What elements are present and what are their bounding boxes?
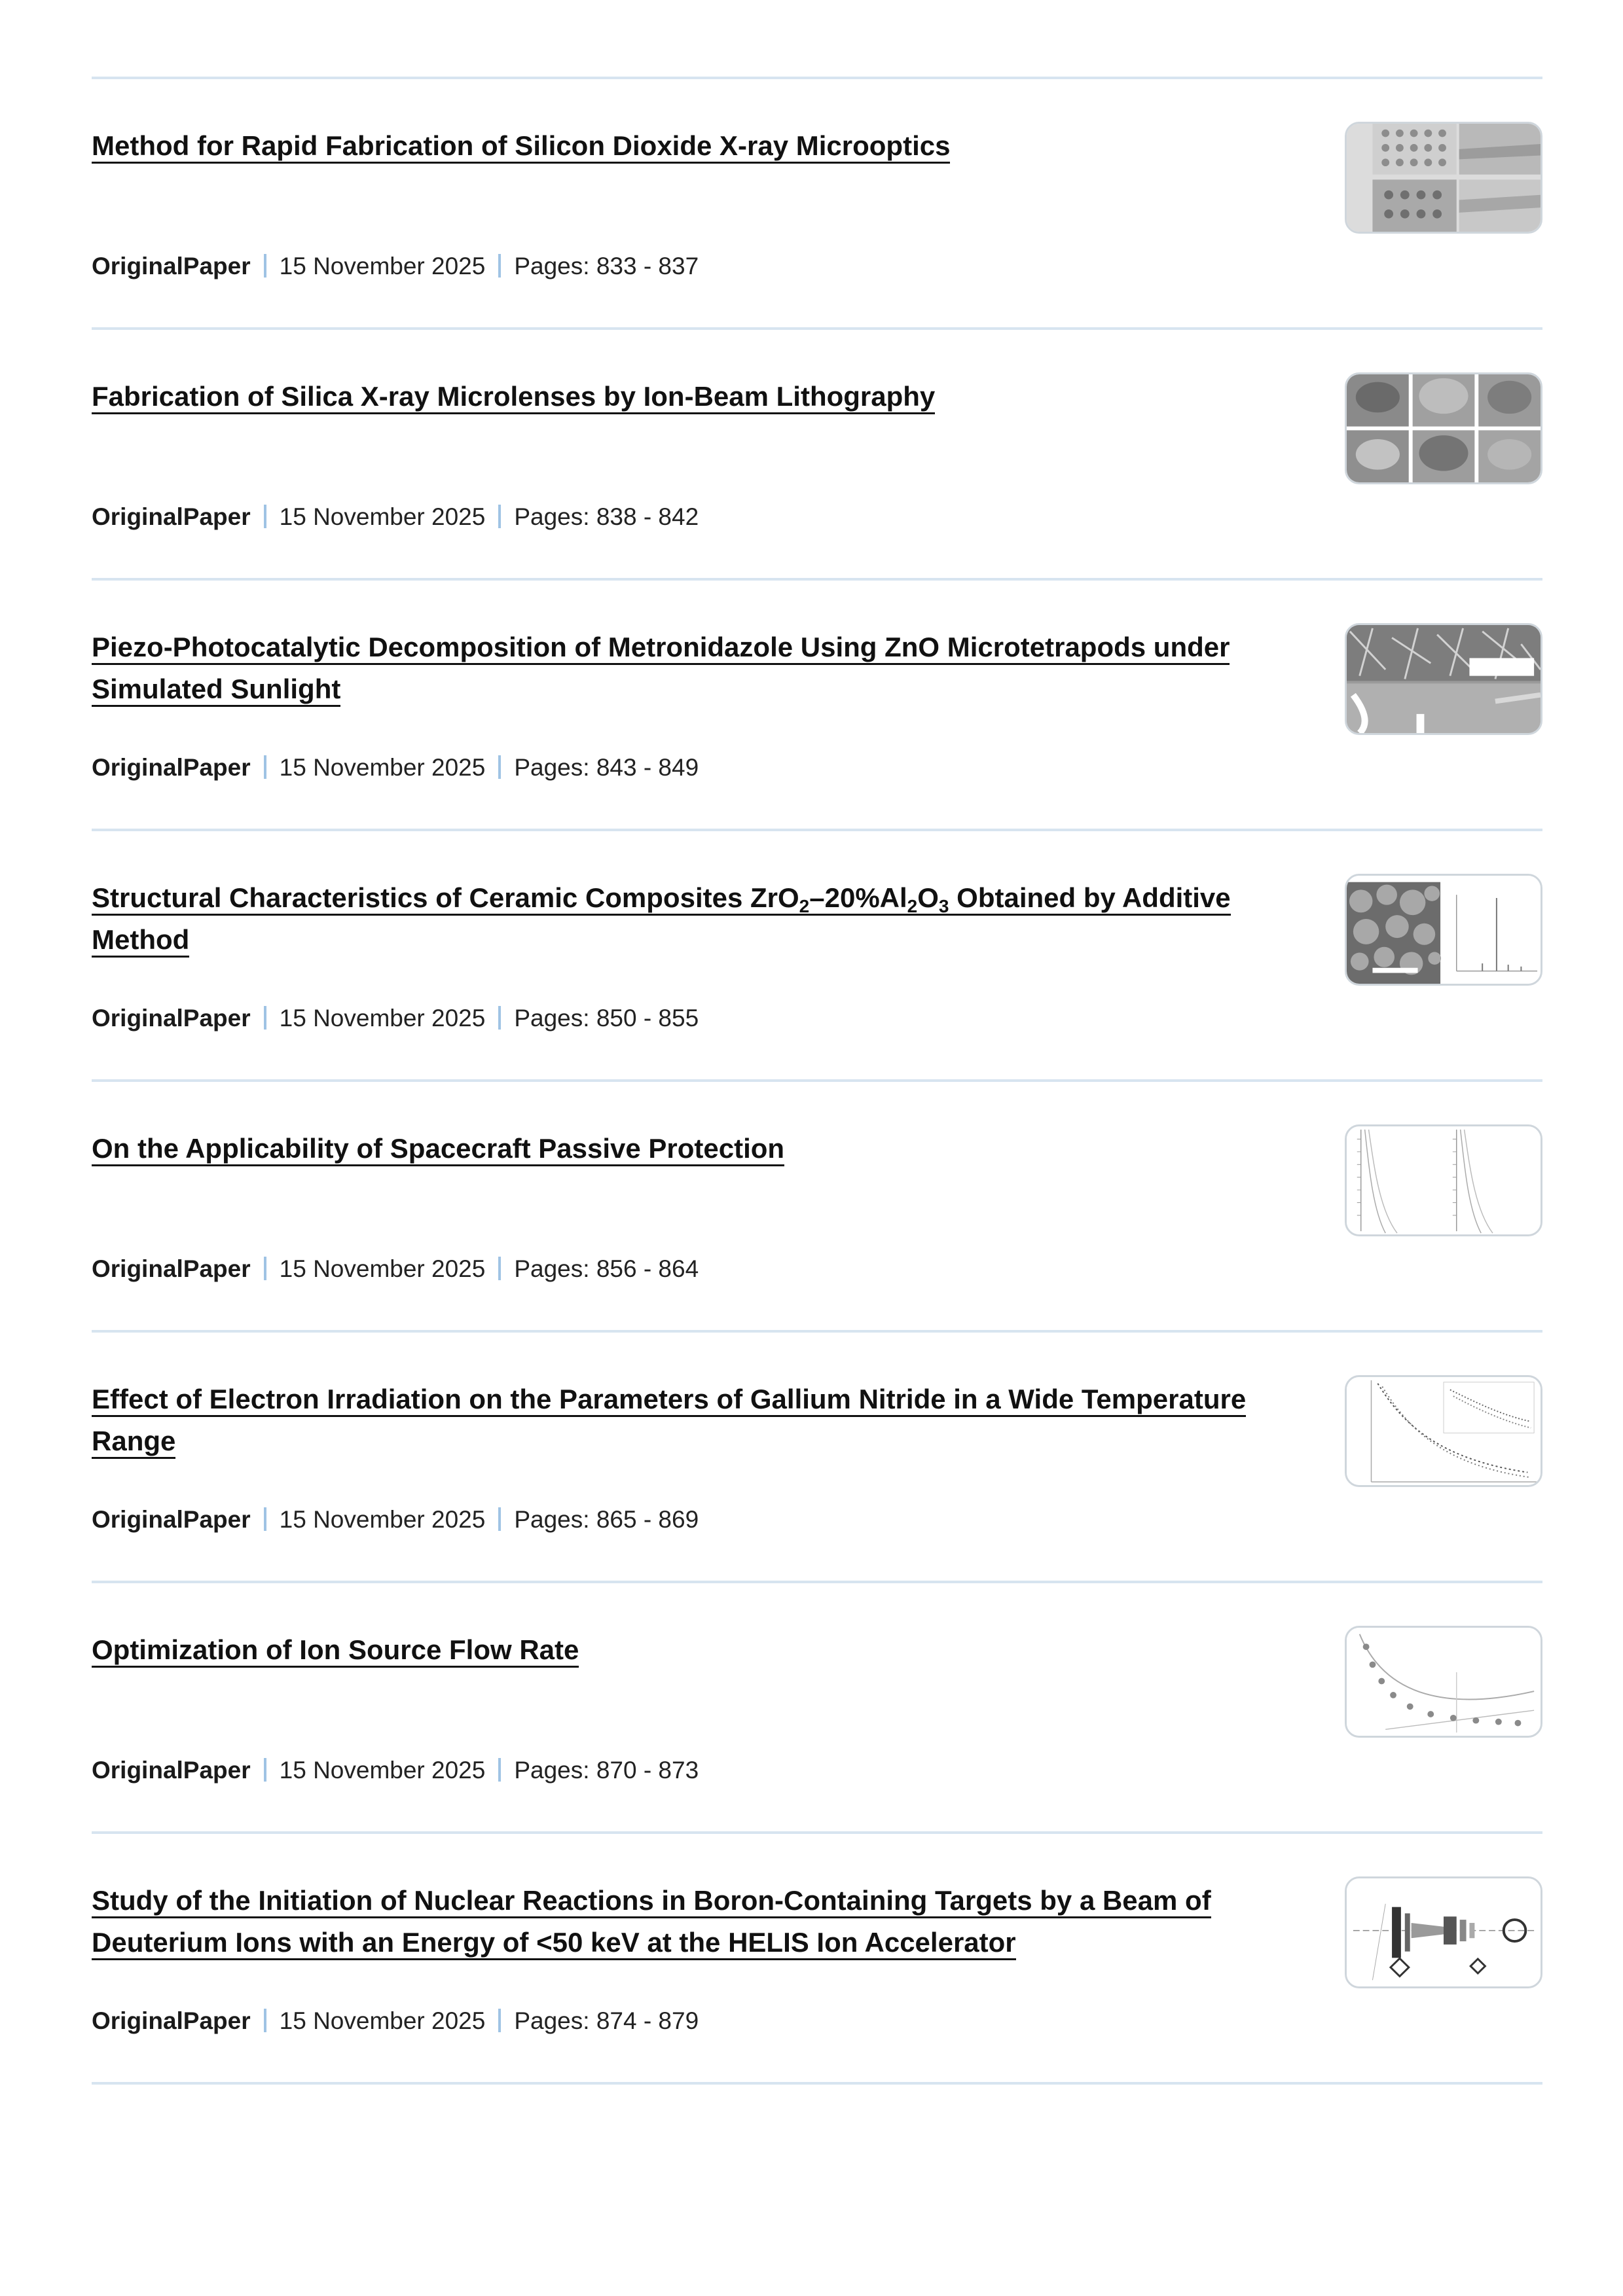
meta-separator xyxy=(264,505,266,528)
article-pages: Pages: 833 - 837 xyxy=(514,253,699,279)
article-item xyxy=(92,1082,1542,1333)
article-item xyxy=(92,581,1542,831)
article-date: 15 November 2025 xyxy=(279,503,486,530)
article-pages: Pages: 870 - 873 xyxy=(514,1757,699,1784)
article-title-link[interactable]: Piezo-Photocatalytic Decomposition of Metronidazole Using ZnO Microtetrapods under Simulated Sunlight xyxy=(92,632,1230,707)
article-title-link[interactable]: On the Applicability of Spacecraft Passive Protection xyxy=(92,1133,784,1166)
article-pages: Pages: 843 - 849 xyxy=(514,754,699,781)
article-title-link[interactable]: Structural Characteristics of Ceramic Composites $ZrO_2-20\%Al_2O_3$ Obtained by Additive Method xyxy=(92,882,1231,958)
article-title xyxy=(92,1378,1283,1462)
article-date: 15 November 2025 xyxy=(279,253,486,279)
article-pages: Pages: 856 - 864 xyxy=(514,1255,699,1282)
meta-separator xyxy=(498,505,501,528)
article-type: OriginalPaper xyxy=(92,754,251,781)
decay-curves-plot-image[interactable] xyxy=(1345,1375,1542,1487)
article-date: 15 November 2025 xyxy=(279,1506,486,1533)
meta-separator xyxy=(498,1257,501,1280)
accelerator-schematic-image[interactable] xyxy=(1345,1876,1542,1988)
article-item xyxy=(92,1333,1542,1583)
article-date: 15 November 2025 xyxy=(279,754,486,781)
article-type: OriginalPaper xyxy=(92,253,251,279)
article-title xyxy=(92,626,1283,710)
article-item xyxy=(92,1583,1542,1834)
article-meta xyxy=(92,1003,699,1034)
article-title xyxy=(92,877,1283,961)
article-title-link[interactable]: Effect of Electron Irradiation on the Parameters of Gallium Nitride in a Wide Temperature Range xyxy=(92,1384,1246,1459)
article-title-link[interactable]: Optimization of Ion Source Flow Rate xyxy=(92,1634,579,1668)
article-date: 15 November 2025 xyxy=(279,1005,486,1031)
meta-separator xyxy=(264,254,266,278)
micro-optics-array-image[interactable] xyxy=(1345,122,1542,234)
article-pages: Pages: 874 - 879 xyxy=(514,2007,699,2034)
article-meta xyxy=(92,501,699,533)
meta-separator xyxy=(498,2009,501,2032)
article-title xyxy=(92,125,1283,167)
article-item xyxy=(92,1834,1542,2085)
microlens-sem-image[interactable] xyxy=(1345,372,1542,484)
meta-separator xyxy=(498,1507,501,1531)
meta-separator xyxy=(498,1758,501,1782)
meta-separator xyxy=(264,1758,266,1782)
ceramic-particles-image[interactable] xyxy=(1345,874,1542,986)
article-type: OriginalPaper xyxy=(92,2007,251,2034)
article-title xyxy=(92,1880,1283,1964)
meta-separator xyxy=(264,755,266,779)
meta-separator xyxy=(264,1507,266,1531)
article-title xyxy=(92,376,1283,418)
article-date: 15 November 2025 xyxy=(279,1255,486,1282)
meta-separator xyxy=(264,1257,266,1280)
meta-separator xyxy=(498,254,501,278)
article-date: 15 November 2025 xyxy=(279,1757,486,1784)
article-pages: Pages: 838 - 842 xyxy=(514,503,699,530)
zno-tetrapod-sem-image[interactable] xyxy=(1345,623,1542,735)
article-type: OriginalPaper xyxy=(92,1005,251,1031)
article-type: OriginalPaper xyxy=(92,1255,251,1282)
article-title-link[interactable]: Fabrication of Silica X-ray Microlenses by Ion-Beam Lithography xyxy=(92,381,935,414)
article-title xyxy=(92,1629,1283,1671)
article-item xyxy=(92,330,1542,581)
meta-separator xyxy=(498,755,501,779)
article-date: 15 November 2025 xyxy=(279,2007,486,2034)
protection-plot-image[interactable] xyxy=(1345,1124,1542,1236)
flow-rate-plot-image[interactable] xyxy=(1345,1626,1542,1738)
article-meta xyxy=(92,1253,699,1285)
meta-separator xyxy=(264,1006,266,1030)
article-type: OriginalPaper xyxy=(92,503,251,530)
article-item xyxy=(92,79,1542,330)
article-title-link[interactable]: Method for Rapid Fabrication of Silicon Dioxide X-ray Microoptics xyxy=(92,130,950,164)
article-meta xyxy=(92,1755,699,1786)
article-meta xyxy=(92,2005,699,2037)
article-meta xyxy=(92,1504,699,1535)
article-title xyxy=(92,1128,1283,1170)
article-title-link[interactable]: Study of the Initiation of Nuclear Reactions in Boron-Containing Targets by a Beam of Deuterium Ions with an Energy of <50 keV at the HELIS Ion Accelerator xyxy=(92,1885,1211,1960)
article-meta xyxy=(92,251,699,282)
article-type: OriginalPaper xyxy=(92,1506,251,1533)
meta-separator xyxy=(498,1006,501,1030)
article-pages: Pages: 865 - 869 xyxy=(514,1506,699,1533)
article-item xyxy=(92,831,1542,1082)
meta-separator xyxy=(264,2009,266,2032)
article-pages: Pages: 850 - 855 xyxy=(514,1005,699,1031)
article-type: OriginalPaper xyxy=(92,1757,251,1784)
article-meta xyxy=(92,752,699,783)
article-list xyxy=(92,77,1542,2085)
